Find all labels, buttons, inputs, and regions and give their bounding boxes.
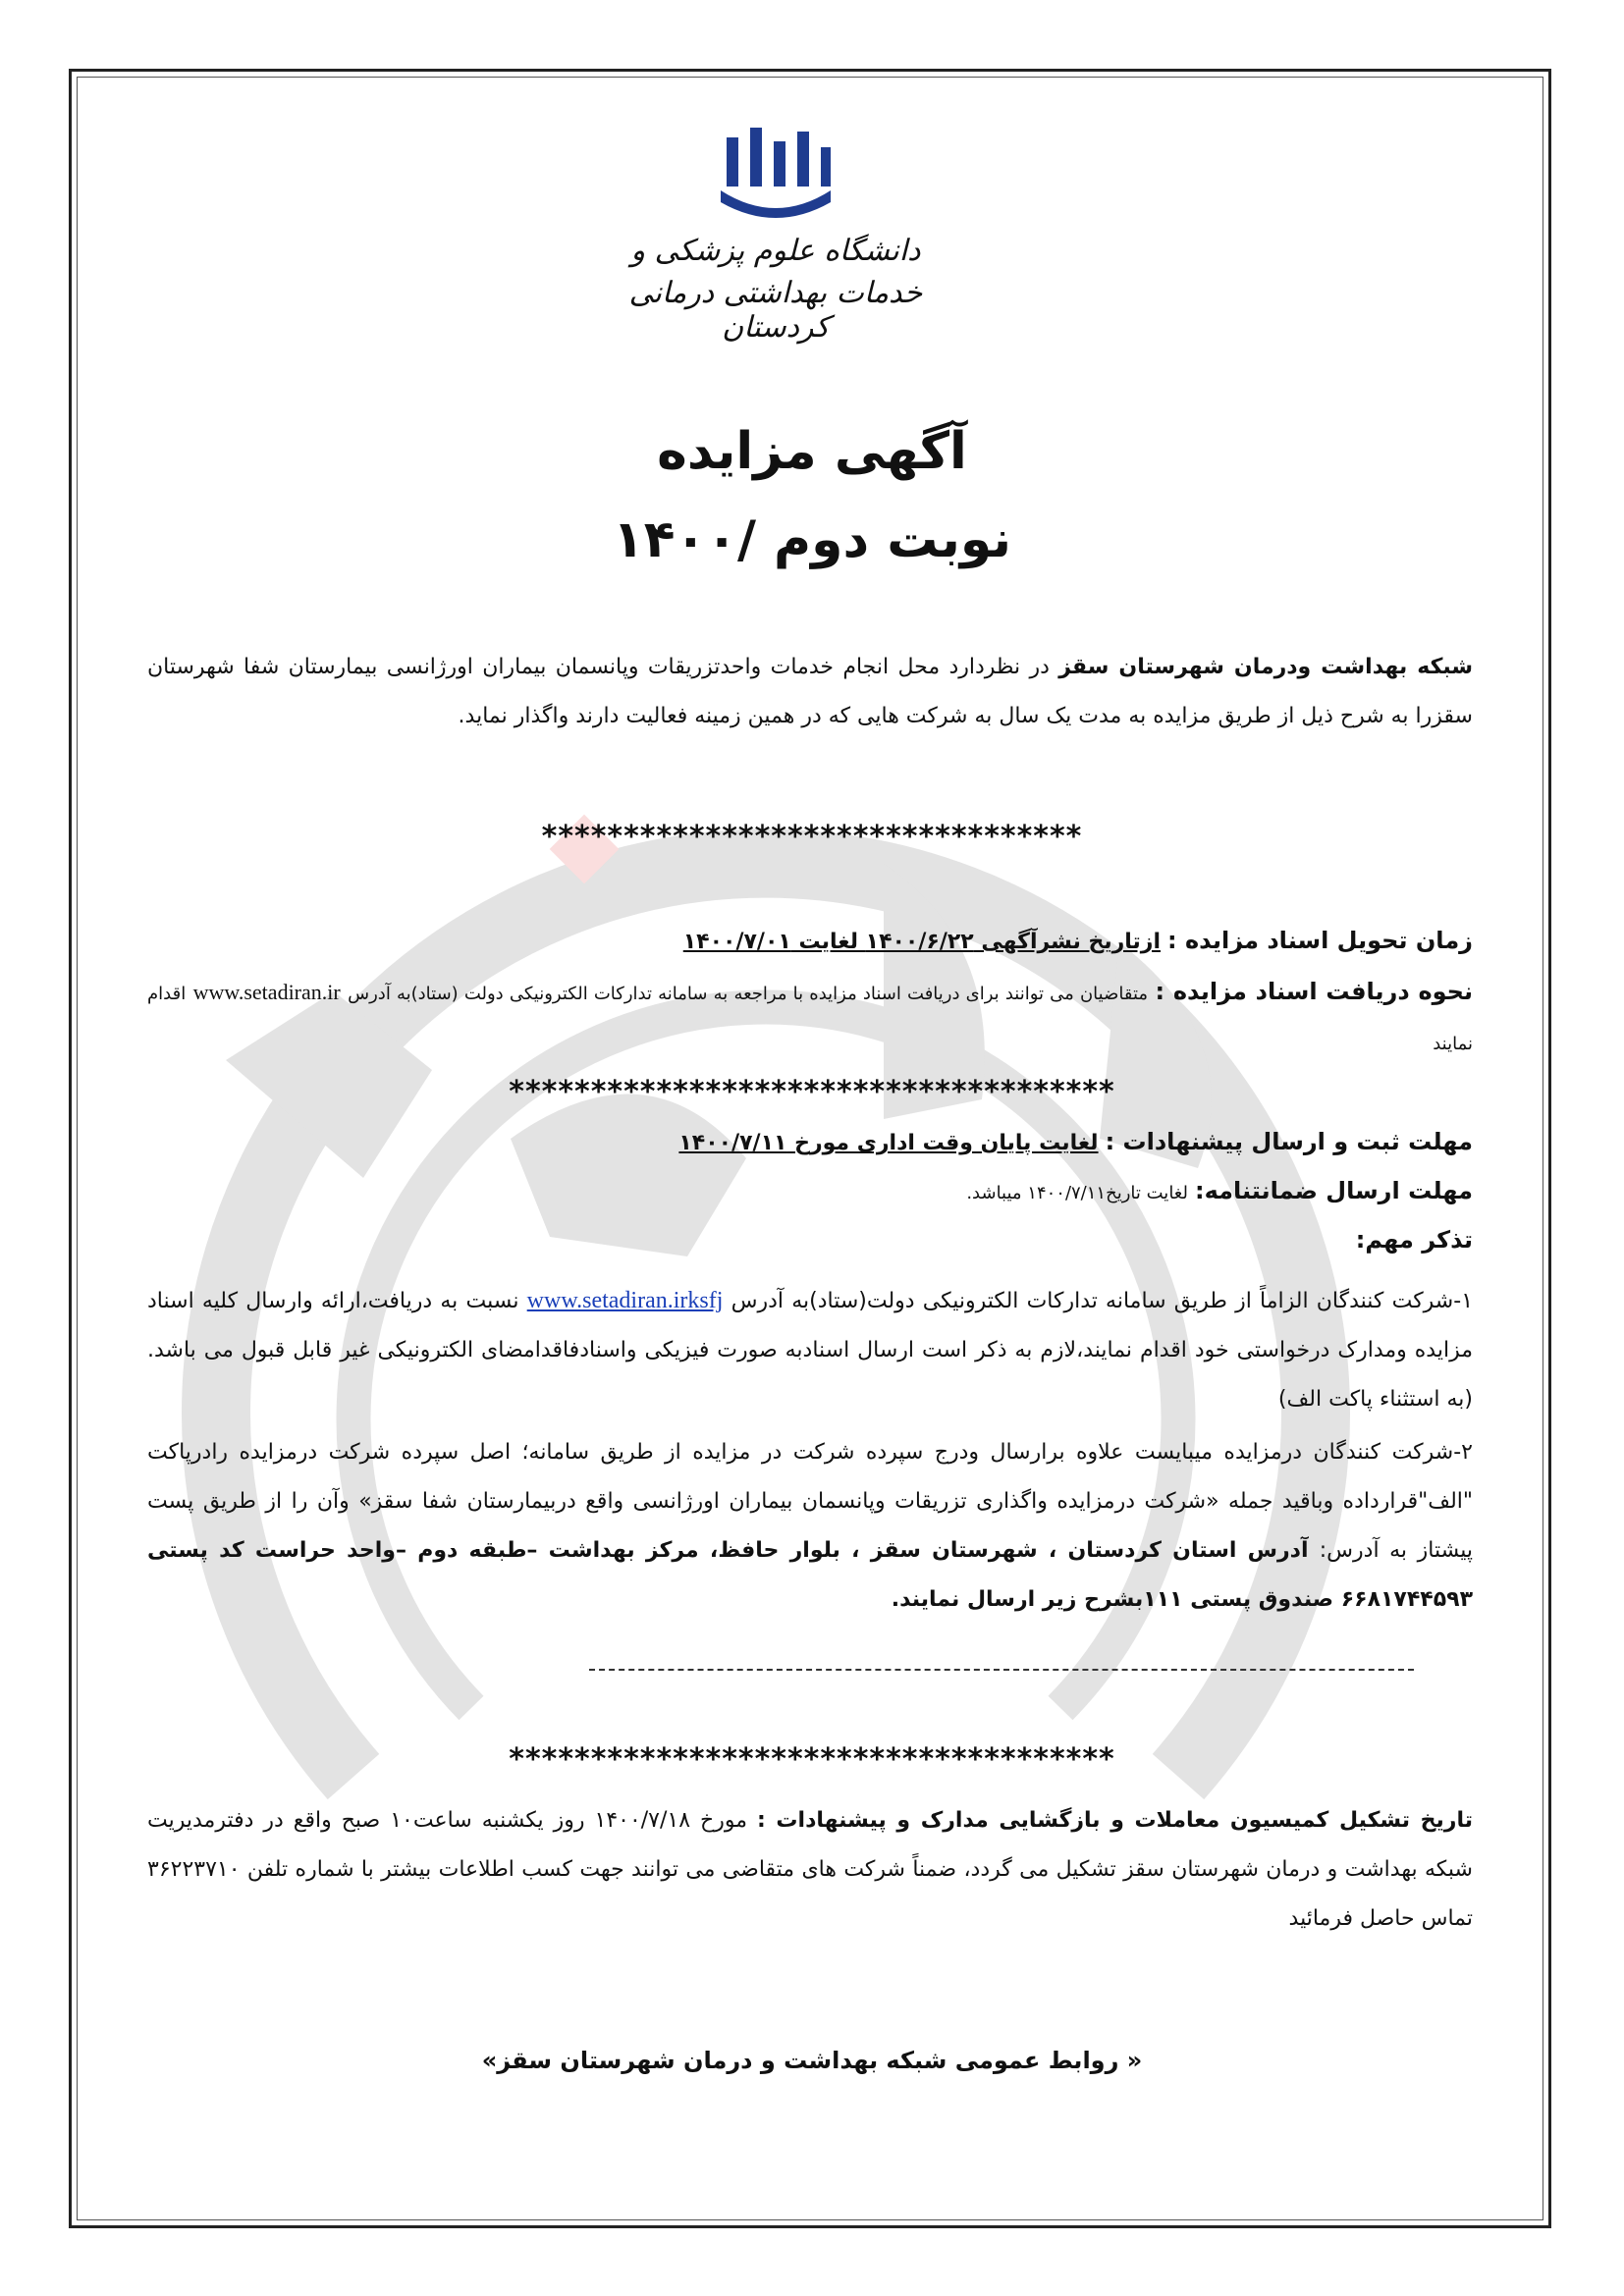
guarantee-label: مهلت ارسال ضمانتنامه: <box>1194 1177 1473 1204</box>
separator-1: ********************************* <box>541 820 1083 854</box>
guarantee-value: لغایت تاریخ۱۴۰۰/۷/۱۱ میباشد. <box>966 1183 1188 1203</box>
university-logo <box>609 128 943 393</box>
note-2-start: ۲-شرکت کنندگان درمزایده میبایست علاوه برارسال ودرج سپرده شرکت در مزایده از طریق سامانه؛ اصل سپرده شرکت درمزایده رادرپاکت "الف"قرارداده وباقید جمله «شرکت درمزایده واگذاری تزریقات وپانسمان بیماران اورژانسی واقع دربیمارستان شفا سقز» وآن را از طریق پست پیشتاز به آدرس: <box>147 1440 1474 1563</box>
notes-heading: تذکر مهم: <box>1355 1226 1473 1254</box>
deadline-value: لغایت پایان وقت اداری مورخ ۱۴۰۰/۷/۱۱ <box>678 1131 1099 1155</box>
intro-org: شبکه بهداشت ودرمان شهرستان سقز <box>1058 655 1473 679</box>
delivery-value: ازتاریخ نشرآگهی ۱۴۰۰/۶/۲۲ لغایت ۱۴۰۰/۷/۰۱ <box>682 930 1161 954</box>
commission-text: مورخ ۱۴۰۰/۷/۱۸ روز یکشنبه ساعت۱۰ صبح واقع در دفترمدیریت شبکه بهداشت و درمان شهرستان سقز تشکیل می گردد، ضمناً شرکت های متقاضی می توانند جهت کسب اطلاعات بیشتر با شماره تلفن ۳۶۲۲۳۷۱۰ تماس حاصل فرمائید <box>147 1808 1473 1931</box>
footer-signature: « روابط عمومی شبکه بهداشت و درمان شهرستان سقز» <box>481 2047 1143 2074</box>
university-emblem-icon <box>717 128 835 226</box>
receive-text: متقاضیان می توانند برای دریافت اسناد مزایده با مراجعه به سامانه تدارکات الکترونیکی دولت (ستاد)به آدرس <box>348 984 1149 1004</box>
receive-tail: اقدام نمایند <box>147 984 1473 1054</box>
receive-link[interactable]: www.setadiran.ir <box>192 980 341 1004</box>
commission-label: تاریخ تشکیل کمیسیون معاملات و بازگشایی مدارک و پیشنهادات : <box>756 1808 1473 1833</box>
notes-heading-row <box>147 1217 1473 1264</box>
delivery-row <box>147 918 1473 965</box>
intro-text: در نظردارد محل انجام خدمات واحدتزریقات وپانسمان بیماران اورژانسی بیمارستان شفا شهرستان سقزرا به شرح ذیل از طریق مزایده به مدت یک سال به شرکت هایی که در همین زمینه فعالیت دارند واگذار نماید. <box>147 655 1473 728</box>
page-title: آگهی مزایده <box>657 422 967 481</box>
receive-row <box>147 967 1473 1069</box>
receive-label: نحوه دریافت اسناد مزایده : <box>1155 978 1473 1005</box>
deadline-row <box>147 1119 1473 1166</box>
note-2 <box>147 1428 1473 1625</box>
note-1-rest: نسبت به دریافت،ارائه وارسال کلیه اسناد مزایده ومدارک درخواستی خود اقدام نمایند،لازم به ذکر است ارسال اسنادبه صورت فیزیکی واسنادفاقدامضای الکترونیکی غیر قابل قبول می باشد.(به استثناء پاکت الف) <box>147 1289 1473 1412</box>
page-subtitle: نوبت دوم /۱۴۰۰ <box>613 510 1011 569</box>
delivery-label: زمان تحویل اسناد مزایده : <box>1167 927 1473 954</box>
commission-paragraph <box>147 1796 1473 1944</box>
dashed-divider <box>589 1669 1414 1671</box>
note-1-link[interactable]: www.setadiran.irksfj <box>526 1288 724 1313</box>
logo-line-1: دانشگاه علوم پزشکی و <box>630 234 921 268</box>
note-1 <box>147 1276 1473 1424</box>
separator-3: ************************************* <box>509 1742 1115 1777</box>
intro-paragraph <box>147 643 1473 741</box>
deadline-label: مهلت ثبت و ارسال پیشنهادات : <box>1105 1128 1473 1155</box>
logo-line-2: خدمات بهداشتی درمانی کردستان <box>628 276 923 345</box>
guarantee-row <box>147 1168 1473 1216</box>
note-2-address: آدرس استان کردستان ، شهرستان سقز ، بلوار حافظ، مرکز بهداشت –طبقه دوم –واحد حراست کد پستی ۶۶۸۱۷۴۴۵۹۳ صندوق پستی ۱۱۱بشرح زیر ارسال نمایند. <box>147 1538 1473 1612</box>
note-1-start: ۱-شرکت کنندگان الزاماً از طریق سامانه تدارکات الکترونیکی دولت(ستاد)به آدرس <box>731 1289 1474 1313</box>
separator-2: ************************************* <box>509 1075 1115 1109</box>
